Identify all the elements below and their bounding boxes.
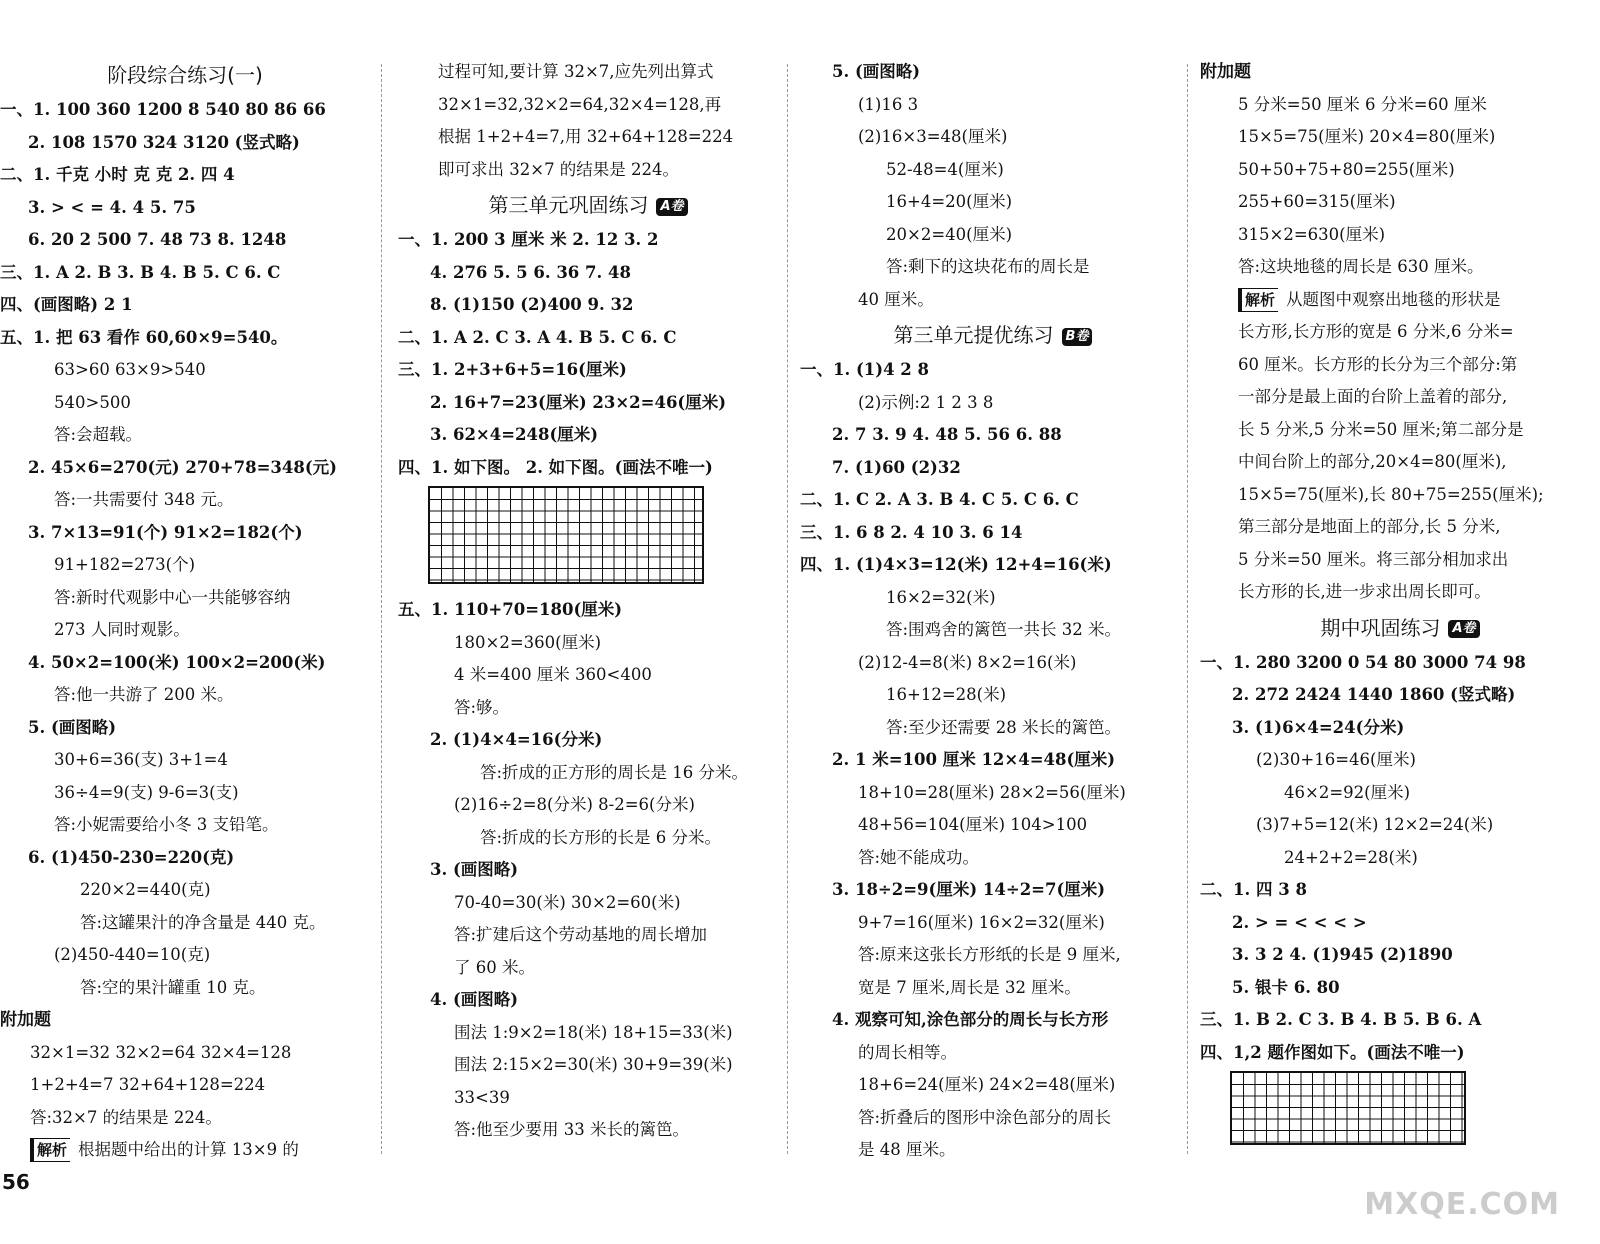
answer-line: 7. (1)60 (2)32	[832, 457, 961, 477]
section-title-midterm-consolidation	[1200, 609, 1600, 647]
answer-line: 一、1. (1)4 2 8	[800, 360, 929, 379]
answer-line: 二、1. A 2. C 3. A 4. B 5. C 6. C	[398, 327, 677, 347]
grid-drawing	[428, 486, 704, 584]
answer-line: 答:32×7 的结果是 224。	[30, 1107, 222, 1127]
answer-line: 四、1,2 题作图如下。(画法不唯一)	[1200, 1042, 1465, 1062]
answer-line: (1)16 3	[858, 94, 919, 114]
answer-line: 答:原来这张长方形纸的长是 9 厘米,	[858, 945, 1121, 964]
answer-line: 2. > = < < < >	[1232, 912, 1367, 932]
answer-line: 四、1. 如下图。 2. 如下图。(画法不唯一)	[398, 457, 713, 477]
answer-line: 五、1. 110+70=180(厘米)	[398, 600, 623, 619]
answer-line: 三、1. B 2. C 3. B 4. B 5. B 6. A	[1200, 1010, 1482, 1029]
answer-line: 2. 108 1570 324 3120 (竖式略)	[28, 132, 300, 152]
answer-lines	[800, 56, 1186, 316]
answer-line: 是 48 厘米。	[858, 1140, 956, 1159]
answer-line: 答:他一共游了 200 米。	[54, 685, 234, 704]
answer-line: 一、1. 280 3200 0 54 80 3000 74 98	[1200, 652, 1526, 672]
answer-lines	[1200, 647, 1600, 1070]
answer-lines	[1200, 89, 1600, 284]
answer-line: 2. 45×6=270(元) 270+78=348(元)	[28, 457, 337, 477]
answer-line: 3. 62×4=248(厘米)	[430, 425, 599, 444]
extra-question-heading: 附加题	[1200, 62, 1251, 82]
column-3	[800, 56, 1186, 1167]
answer-line: 答:够。	[454, 697, 510, 717]
answer-line: 4. 276 5. 5 6. 36 7. 48	[430, 262, 631, 282]
section-title-text: 期中巩固练习	[1320, 615, 1441, 640]
answer-line: 3. 7×13=91(个) 91×2=182(个)	[28, 522, 303, 542]
answer-line: 16+4=20(厘米)	[886, 192, 1013, 211]
answer-line: 33<39	[454, 1087, 510, 1107]
answer-line: 91+182=273(个)	[54, 555, 196, 574]
answer-line: 了 60 米。	[454, 957, 535, 977]
column-2	[398, 56, 778, 1147]
answer-lines	[398, 224, 778, 484]
answer-lines	[398, 56, 778, 186]
answer-line: 答:剩下的这块花布的周长是	[886, 257, 1090, 276]
page-number: 56	[2, 1170, 30, 1194]
answer-line: 15×5=75(厘米),长 80+75=255(厘米);	[1238, 484, 1544, 504]
answer-line: 一部分是最上面的台阶上盖着的部分,	[1238, 387, 1508, 406]
answer-line: 第三部分是地面上的部分,长 5 分米,	[1238, 517, 1501, 536]
answer-line: 3. (1)6×4=24(分米)	[1232, 717, 1405, 737]
level-badge: B卷	[1062, 328, 1093, 346]
analysis-label: 解析	[1238, 288, 1278, 312]
grid-drawing	[1230, 1071, 1466, 1145]
level-badge: A卷	[656, 198, 687, 216]
answer-line: 18+6=24(厘米) 24×2=48(厘米)	[858, 1075, 1116, 1094]
answer-line: 围法 2:15×2=30(米) 30+9=39(米)	[454, 1055, 733, 1074]
answer-line: (2)示例:2 1 2 3 8	[858, 392, 994, 412]
answer-line: 50+50+75+80=255(厘米)	[1238, 159, 1455, 179]
answer-line: 3. (画图略)	[430, 860, 519, 879]
answer-line: 答:一共需要付 348 元。	[54, 490, 234, 509]
answer-line: 315×2=630(厘米)	[1238, 224, 1386, 244]
answer-line: (3)7+5=12(米) 12×2=24(米)	[1256, 815, 1494, 834]
answer-line: 三、1. 6 8 2. 4 10 3. 6 14	[800, 522, 1023, 542]
answer-line: 四、1. (1)4×3=12(米) 12+4=16(米)	[800, 555, 1112, 574]
answer-line: 根据 1+2+4=7,用 32+64+128=224	[438, 127, 734, 146]
answer-line: 答:折成的正方形的周长是 16 分米。	[480, 762, 749, 782]
answer-line: 一、1. 200 3 厘米 米 2. 12 3. 2	[398, 230, 659, 249]
answer-lines	[800, 354, 1186, 1167]
answer-line: 2. 16+7=23(厘米) 23×2=46(厘米)	[430, 392, 727, 412]
answer-line: 5. (画图略)	[28, 717, 117, 737]
answer-line: 24+2+2=28(米)	[1284, 847, 1418, 867]
answer-line: 一、1. 100 360 1200 8 540 80 86 66	[0, 100, 326, 119]
answer-line: 32×1=32 32×2=64 32×4=128	[30, 1042, 292, 1062]
answer-line: 52-48=4(厘米)	[886, 159, 1004, 179]
answer-line: 4. (画图略)	[430, 990, 519, 1009]
answer-line: (2)30+16=46(厘米)	[1256, 750, 1416, 769]
section-title-stage-practice: 阶段综合练习(一)	[107, 63, 263, 87]
level-badge: A卷	[1448, 620, 1479, 638]
answer-line: 5. (画图略)	[832, 62, 921, 81]
answer-line: 4. 观察可知,涂色部分的周长与长方形	[832, 1010, 1109, 1029]
column-divider	[381, 64, 382, 1154]
answer-line: 二、1. 四 3 8	[1200, 880, 1307, 899]
answer-line: 32×1=32,32×2=64,32×4=128,再	[438, 94, 722, 114]
answer-line: 2. 1 米=100 厘米 12×4=48(厘米)	[832, 750, 1116, 769]
answer-line: 答:折成的长方形的长是 6 分米。	[480, 827, 722, 847]
answer-line: 20×2=40(厘米)	[886, 224, 1013, 244]
answer-line: 长方形的长,进一步求出周长即可。	[1238, 582, 1491, 601]
answer-line: 5 分米=50 厘米 6 分米=60 厘米	[1238, 94, 1487, 114]
answer-line: 15×5=75(厘米) 20×4=80(厘米)	[1238, 127, 1496, 146]
answer-line: 五、1. 把 63 看作 60,60×9=540。	[0, 327, 288, 347]
answer-line: 答:她不能成功。	[858, 847, 980, 867]
section-title-text: 第三单元巩固练习	[488, 193, 649, 217]
answer-line: 2. (1)4×4=16(分米)	[430, 730, 603, 749]
answer-line: 63>60 63×9>540	[54, 360, 206, 379]
answer-line: 答:会超载。	[54, 425, 143, 444]
answer-line: 46×2=92(厘米)	[1284, 782, 1411, 802]
answer-line: 答:扩建后这个劳动基地的周长增加	[454, 925, 708, 944]
answer-line: 答:空的果汁罐重 10 克。	[80, 977, 266, 997]
answer-line: 二、1. 千克 小时 克 克 2. 四 4	[0, 165, 235, 184]
answer-line: 长 5 分米,5 分米=50 厘米;第二部分是	[1238, 419, 1524, 439]
answer-lines	[0, 94, 370, 1004]
answer-line: 答:至少还需要 28 米长的篱笆。	[886, 717, 1122, 737]
answer-line: 答:折叠后的图形中涂色部分的周长	[858, 1107, 1112, 1127]
answer-line: 二、1. C 2. A 3. B 4. C 5. C 6. C	[800, 490, 1079, 509]
answer-lines	[0, 1037, 370, 1135]
analysis-line	[0, 1134, 370, 1167]
answer-line: 答:小妮需要给小冬 3 支铅笔。	[54, 815, 279, 834]
analysis-line	[1200, 284, 1600, 317]
answer-line: 围法 1:9×2=18(米) 18+15=33(米)	[454, 1022, 733, 1042]
answer-line: 过程可知,要计算 32×7,应先列出算式	[438, 62, 714, 81]
answer-line: (2)16÷2=8(分米) 8-2=6(分米)	[454, 795, 695, 814]
answer-line: 36÷4=9(支) 9-6=3(支)	[54, 782, 239, 802]
section-title-unit3-advanced	[800, 316, 1186, 354]
column-1	[0, 56, 370, 1167]
extra-question-heading: 附加题	[0, 1010, 51, 1030]
answer-line: 540>500	[54, 392, 131, 412]
analysis-text: 根据题中给出的计算 13×9 的	[78, 1140, 299, 1159]
answer-line: 18+10=28(厘米) 28×2=56(厘米)	[858, 782, 1126, 802]
answer-line: 四、(画图略) 2 1	[0, 295, 133, 314]
answer-line: 220×2=440(克)	[80, 880, 211, 899]
answer-line: 长方形,长方形的宽是 6 分米,6 分米=	[1238, 322, 1514, 341]
answer-line: 4. 50×2=100(米) 100×2=200(米)	[28, 652, 326, 672]
answer-line: 9+7=16(厘米) 16×2=32(厘米)	[858, 912, 1105, 932]
answer-line: 3. 3 2 4. (1)945 (2)1890	[1232, 945, 1453, 964]
section-title-text: 第三单元提优练习	[893, 323, 1054, 347]
answer-lines	[398, 594, 778, 1147]
answer-line: 30+6=36(支) 3+1=4	[54, 750, 228, 769]
answer-line: 6. 20 2 500 7. 48 73 8. 1248	[28, 230, 287, 249]
answer-line: (2)450-440=10(克)	[54, 945, 211, 964]
column-divider	[787, 64, 788, 1154]
answer-line: 答:围鸡舍的篱笆一共长 32 米。	[886, 620, 1122, 639]
answer-line: 答:这罐果汁的净含量是 440 克。	[80, 912, 326, 932]
answer-line: 三、1. 2+3+6+5=16(厘米)	[398, 360, 627, 379]
answer-line: 2. 7 3. 9 4. 48 5. 56 6. 88	[832, 425, 1062, 444]
answer-line: 答:他至少要用 33 米长的篱笆。	[454, 1120, 690, 1139]
watermark: MXQE.COM	[1364, 1187, 1560, 1222]
answer-line: 宽是 7 厘米,周长是 32 厘米。	[858, 977, 1081, 997]
answer-line: 60 厘米。长方形的长分为三个部分:第	[1238, 354, 1518, 374]
analysis-text: 从题图中观察出地毯的形状是	[1286, 289, 1501, 309]
answer-line: 40 厘米。	[858, 289, 934, 309]
answer-line: 三、1. A 2. B 3. B 4. B 5. C 6. C	[0, 262, 281, 282]
answer-line: 6. (1)450-230=220(克)	[28, 847, 235, 867]
answer-line: 1+2+4=7 32+64+128=224	[30, 1075, 266, 1094]
answer-line: 16+12=28(米)	[886, 685, 1007, 704]
answer-line: 5. 银卡 6. 80	[1232, 977, 1340, 997]
answer-line: 180×2=360(厘米)	[454, 632, 602, 652]
answer-line: 2. 272 2424 1440 1860 (竖式略)	[1232, 685, 1516, 704]
answer-line: 答:这块地毯的周长是 630 厘米。	[1238, 257, 1484, 276]
column-4	[1200, 56, 1600, 1155]
answer-line: 4 米=400 厘米 360<400	[454, 665, 652, 684]
answer-line: 即可求出 32×7 的结果是 224。	[438, 159, 680, 179]
analysis-label: 解析	[30, 1138, 70, 1162]
answer-line: 70-40=30(米) 30×2=60(米)	[454, 892, 681, 912]
answer-line: 16×2=32(米)	[886, 587, 996, 607]
answer-line: 的周长相等。	[858, 1042, 957, 1062]
answer-lines	[1200, 316, 1600, 609]
answer-line: 3. 18÷2=9(厘米) 14÷2=7(厘米)	[832, 880, 1106, 899]
answer-line: 255+60=315(厘米)	[1238, 192, 1396, 211]
column-divider	[1187, 64, 1188, 1154]
answer-line: 48+56=104(厘米) 104>100	[858, 815, 1088, 834]
answer-line: (2)16×3=48(厘米)	[858, 127, 1008, 146]
answer-line: 答:新时代观影中心一共能够容纳	[54, 587, 291, 607]
answer-line: 中间台阶上的部分,20×4=80(厘米),	[1238, 452, 1507, 471]
answer-line: 3. > < = 4. 4 5. 75	[28, 197, 196, 217]
section-title-unit3-consolidation	[398, 186, 778, 224]
answer-line: 8. (1)150 (2)400 9. 32	[430, 295, 634, 314]
answer-line: 273 人同时观影。	[54, 620, 190, 639]
answer-line: 5 分米=50 厘米。将三部分相加求出	[1238, 549, 1509, 569]
answer-line: (2)12-4=8(米) 8×2=16(米)	[858, 652, 1077, 672]
